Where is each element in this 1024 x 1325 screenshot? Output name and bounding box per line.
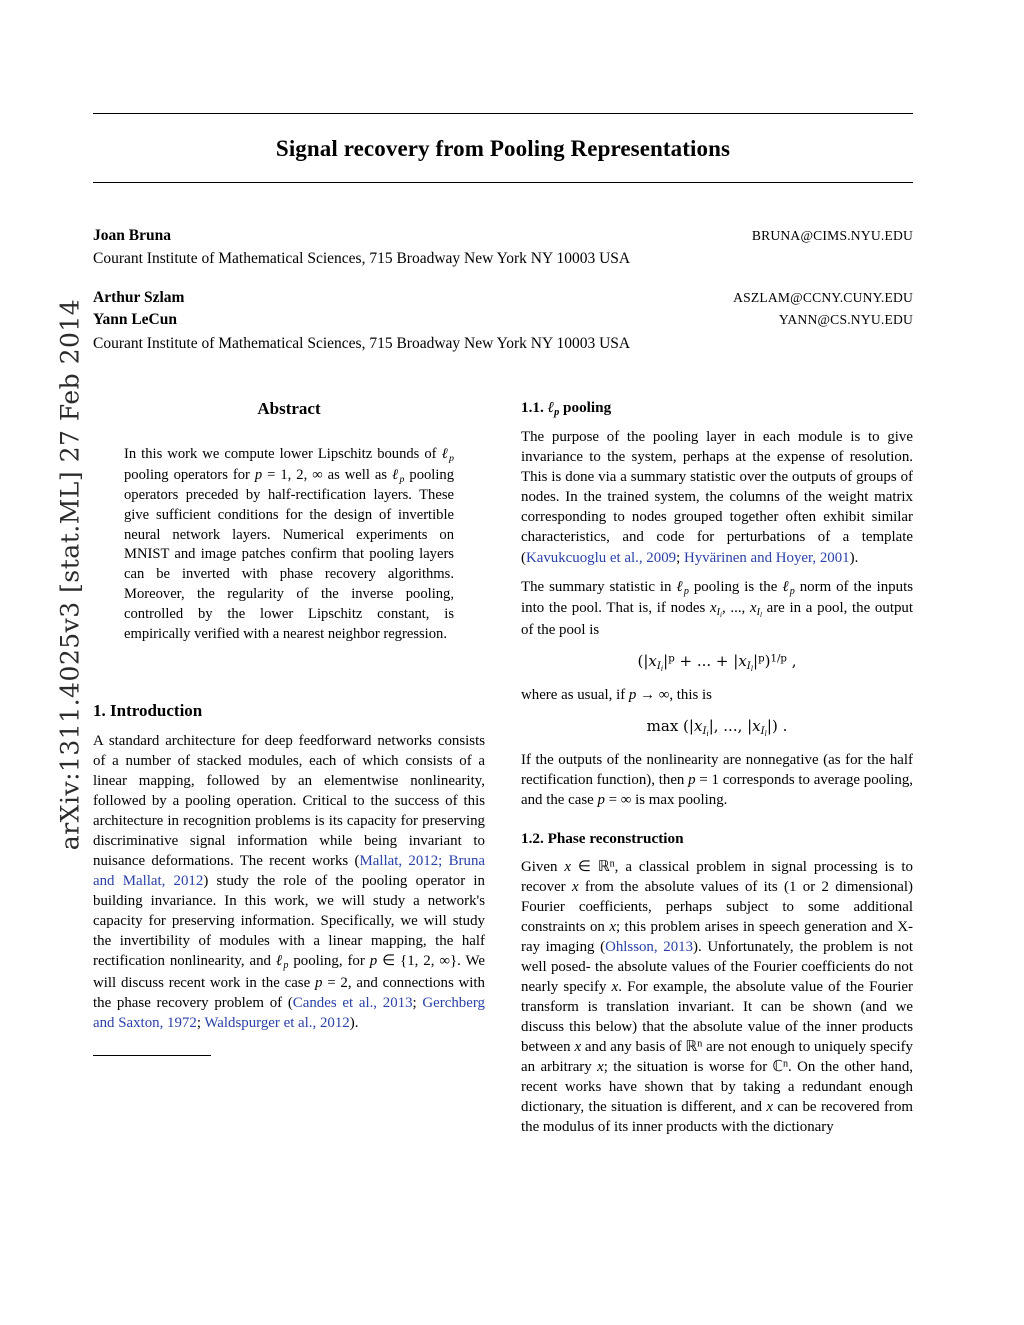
citation-link[interactable]: Gerchberg and Saxton, 1972 xyxy=(93,994,485,1031)
equation-max-pooling: $\max (|x_{I_i}|$, ..., $|x_{I_l}|$) . xyxy=(646,716,788,738)
section-heading-introduction: 1. Introduction xyxy=(93,700,203,720)
subsection-title: Phase reconstruction xyxy=(547,829,684,847)
arxiv-stamp: arXiv:1311.4025v3 [stat.ML] 27 Feb 2014 xyxy=(55,298,85,851)
author-email[interactable]: ASZLAM@CCNY.CUNY.EDU xyxy=(733,289,913,305)
citation-link[interactable]: Kavukcuoglu et al., 2009 xyxy=(525,549,677,566)
author-name: Arthur Szlam xyxy=(93,288,185,306)
paper-page xyxy=(93,0,913,1325)
author-name: Joan Bruna xyxy=(93,227,171,244)
citation-link[interactable]: Ohlsson, 2013 xyxy=(605,939,694,955)
author-block-second xyxy=(93,287,913,355)
title-rule-bottom xyxy=(93,182,913,183)
author-email[interactable]: BRUNA@CIMS.NYU.EDU xyxy=(751,228,913,243)
right-column xyxy=(521,399,913,1146)
citation-link[interactable]: Mallat, 2012; Bruna and Mallat, 2012 xyxy=(93,852,485,889)
lp-pooling-paragraph-4: If the outputs of the nonlinearity are nonnegative (as for the half rectification function), then p = 1 corresponds to average pooling, and the case p = ∞ is max pooling. xyxy=(521,751,913,808)
lp-pooling-paragraph-2: The summary statistic in ℓ$_p$ pooling is the ℓ$_p$ norm of the inputs into the pool. That is, if nodes $x_{I_i}$, ..., $x_{I_l}$ are in a pool, the output of the pool is xyxy=(521,578,913,639)
author-email[interactable]: YANN@CS.NYU.EDU xyxy=(778,312,913,328)
subsection-heading-phase-reconstruction xyxy=(521,830,913,848)
introduction-paragraph: A standard architecture for deep feedforward networks consists of a number of stacked modules, each of which consists of a linear mapping, followed by an elementwise nonlinearity, followed by a pooling operation. Critical to the success of this architecture in recognition problems is its capacity for preserving discriminative signal information while being invariant to nuisance deformations. The recent works (Mallat, 2012; Bruna and Mallat, 2012) study the role of the pooling operator in building invariance. In this work, we will study a network's capacity for preserving information. Specifically, we will study the invertibility of modules with a linear mapping, the half rectification nonlinearity, and ℓ$_p$ pooling, for p ∈ {1, 2, ∞}. We will discuss recent work in the case p = 2, and connections with the phase recovery problem of (Candes et al., 2013; Gerchberg and Saxton, 1972; Waldspurger et al., 2012). xyxy=(93,732,485,1031)
author-row xyxy=(93,225,913,247)
subsection-heading-lp-pooling: 1.1. ℓ$_p$ pooling xyxy=(521,399,612,419)
footnote-rule xyxy=(93,1055,211,1056)
page-title: Signal recovery from Pooling Representations xyxy=(275,136,731,161)
left-column xyxy=(93,399,485,1146)
lp-pooling-paragraph-1: The purpose of the pooling layer in each module is to give invariance to the system, perhaps at the expense of resolution. This is done via a summary statistic over the outputs of groups of nodes. In the trained system, the columns of the weight matrix corresponding to nodes grouped together often exhibit similar characteristics, and code for perturbations of a template (Kavukcuoglu et al., 2009; Hyvärinen and Hoyer, 2001). xyxy=(521,429,913,566)
abstract-heading: Abstract xyxy=(257,399,321,419)
lp-pooling-paragraph-3: where as usual, if p → ∞, this is xyxy=(521,686,712,703)
title-rule-top xyxy=(93,113,913,114)
subsection-number: 1.2. xyxy=(521,829,544,847)
citation-link[interactable]: Hyvärinen and Hoyer, 2001 xyxy=(683,549,850,566)
phase-reconstruction-paragraph: Given x ∈ ℝ$^n$, a classical problem in signal processing is to recover x from the absolute values of its (1 or 2 dimensional) Fourier coefficients, perhaps subject to some additional constraints on x; this problem arises in speech generation and X-ray imaging (Ohlsson, 2013). Unfortunately, the problem is not well posed- the absolute values of the Fourier coefficients do not nearly specify x. For example, the absolute value of the Fourier transform is translation invariant. It can be shown (and we discuss this below) that the absolute value of the inner products between x and any basis of ℝ$^n$ are not enough to uniquely specify an arbitrary x; the situation is worse for ℂ$^n$. On the other hand, recent works have shown that by taking a redundant enough dictionary, the situation is different, and x can be recovered from the modulus of its inner products with the dictionary xyxy=(521,858,914,1136)
author-name: Yann LeCun xyxy=(93,311,177,329)
author-affiliation: Courant Institute of Mathematical Sciences, 715 Broadway New York NY 10003 USA xyxy=(93,334,631,352)
two-column-body xyxy=(93,399,913,1146)
subsection-number: 1.1. xyxy=(521,399,544,417)
author-row xyxy=(93,309,913,331)
equation-lp-norm: ($|x_{I_i}|^p$ + ... + $|x_{I_l}|^p)^{1/p}$ , xyxy=(637,652,797,673)
citation-link[interactable]: Waldspurger et al., 2012 xyxy=(204,1014,350,1031)
abstract-text: In this work we compute lower Lipschitz bounds of ℓ$_p$ pooling operators for p = 1, 2, ∞ as well as ℓ$_p$ pooling operators preceded by half-rectification layers. These give sufficient conditions for the design of invertible neural network layers. Numerical experiments on MNIST and image patches confirm that pooling layers can be inverted with phase recovery algorithms. Moreover, the regularity of the inverse pooling, controlled by the lower Lipschitz constant, is empirically verified with a nearest neighbor regression. xyxy=(124,446,454,642)
author-block xyxy=(93,225,913,355)
author-row xyxy=(93,287,913,309)
citation-link[interactable]: Candes et al., 2013 xyxy=(292,994,413,1011)
author-affiliation: Courant Institute of Mathematical Sciences, 715 Broadway New York NY 10003 USA xyxy=(93,250,631,268)
